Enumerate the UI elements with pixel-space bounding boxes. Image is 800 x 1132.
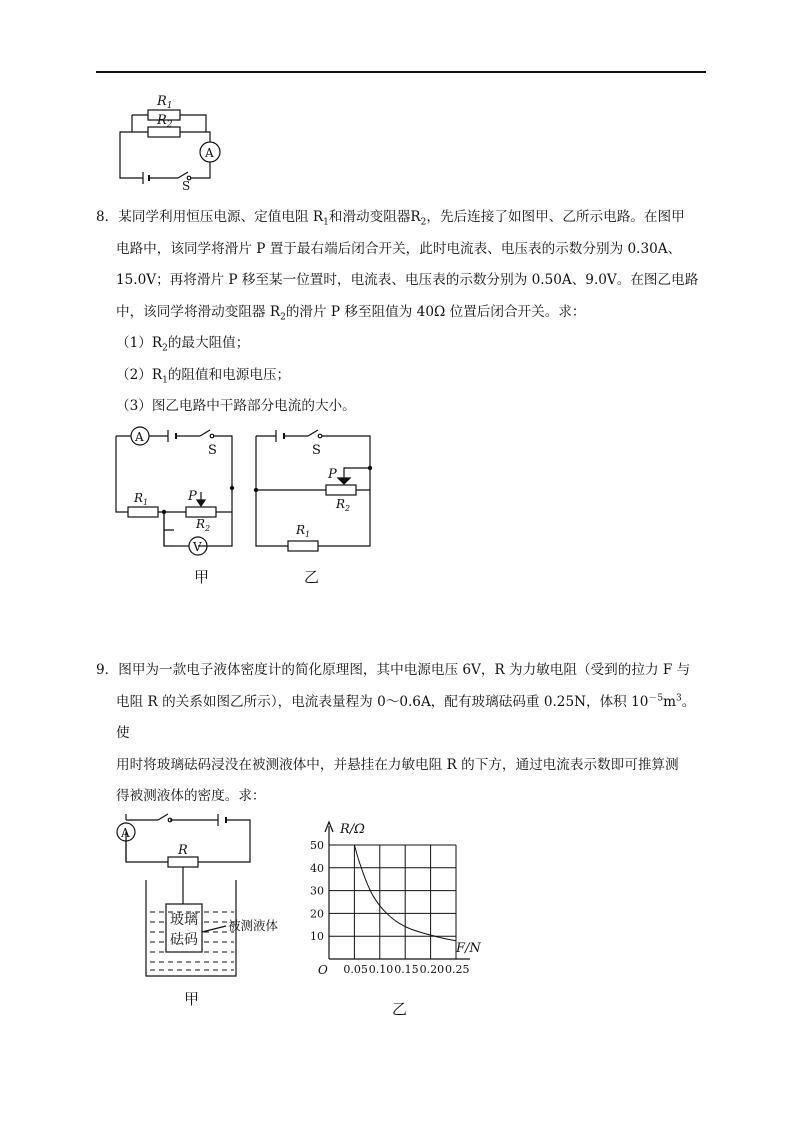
circuit-prev: [110, 92, 230, 190]
q8-line4: 中，该同学将滑动变阻器 $R_2$的滑片 P 移至阻值为 40Ω 位置后闭合开关。求：: [116, 303, 586, 323]
r2-label: $R_2$: [336, 497, 351, 513]
r2-label: $R_2$: [196, 517, 211, 533]
y-tick-label: 30: [310, 884, 324, 898]
q8-sub2: $(2)R_1$的阻值和电源电压；: [116, 366, 291, 386]
caption-jia: 甲: [194, 568, 210, 586]
q9-line2: 电阻 R 的关系如图乙所示），电流表量程为 0～0.6A，配有玻璃砝码重 0.25N，体积 $10^{-5}m^3$。使: [116, 692, 696, 741]
q9-line3: 用时将玻璃砝码浸没在被测液体中，并悬挂在力敏电阻 R 的下方，通过电流表示数即可推算测: [116, 756, 679, 773]
ammeter-label: A: [135, 430, 144, 444]
y-tick-label: 40: [310, 861, 324, 875]
question-8: [96, 202, 706, 423]
caption-jia: 甲: [184, 990, 200, 1008]
y-tick-label: 50: [310, 839, 324, 852]
r1-label: $R_1$: [296, 523, 311, 539]
q8-line3: 15.0V；再将滑片 P 移至某一位置时，电流表、电压表的示数分别为 0.50A、9.0V。在图乙电路: [116, 272, 699, 288]
question-9: [96, 655, 706, 813]
voltmeter-label: V: [193, 540, 202, 554]
weight-label-2: 砝码: [170, 932, 198, 948]
q8-sub3: （3）图乙电路中干路部分电流的大小。: [116, 398, 356, 414]
x-tick-label: 0.25: [445, 963, 470, 976]
x-tick-label: 0.15: [394, 963, 419, 976]
r2-label: $R_2$: [157, 113, 173, 130]
ammeter-label: A: [205, 146, 214, 160]
x-tick-label: 0.10: [368, 963, 394, 976]
r1-label: $R_1$: [134, 491, 149, 507]
r-label: R: [178, 843, 188, 858]
circuit-8-jia: [108, 420, 248, 590]
q8-line2: 电路中，该同学将滑片 P 置于最右端后闭合开关，此时电流表、电压表的示数分别为 0.30A、: [116, 240, 682, 257]
x-axis-label: F/N: [456, 941, 481, 956]
switch-label: S: [312, 443, 321, 458]
q9-line4: 得被测液体的密度。求：: [116, 788, 266, 804]
q8-line1: 8．某同学利用恒压电源、定值电阻 $R_1$和滑动变阻器$R_2$，先后连接了如图甲、乙所示电路。在图甲: [96, 209, 685, 228]
r1-label: $R_1$: [157, 94, 173, 111]
header-rule: [96, 71, 706, 73]
p-label: P: [328, 467, 337, 482]
y-tick-label: 20: [310, 907, 324, 921]
weight-label-1: 玻璃: [170, 912, 198, 928]
q8-sub1: $(1)R_2$的最大阻值；: [116, 335, 250, 354]
q9-line1: 9．图甲为一款电子液体密度计的简化原理图，其中电源电压 6V，R 为力敏电阻（受到的拉力 F 与: [96, 662, 691, 678]
density-meter-diagram: [108, 812, 328, 1012]
origin-label: O: [318, 963, 328, 977]
caption-yi: 乙: [392, 1000, 408, 1018]
x-tick-label: 0.05: [343, 963, 368, 976]
switch-label: S: [182, 179, 191, 190]
circuit-8-yi: [250, 420, 390, 590]
x-tick-label: 0.20: [419, 963, 445, 976]
caption-yi: 乙: [304, 568, 320, 586]
liquid-label: 被测液体: [228, 918, 279, 933]
ammeter-label: A: [121, 826, 130, 840]
p-label: P: [188, 489, 197, 504]
y-axis-label: R/Ω: [340, 822, 365, 837]
y-tick-label: 10: [310, 930, 324, 944]
switch-label: S: [208, 443, 217, 458]
resistance-force-chart: [310, 814, 500, 1024]
